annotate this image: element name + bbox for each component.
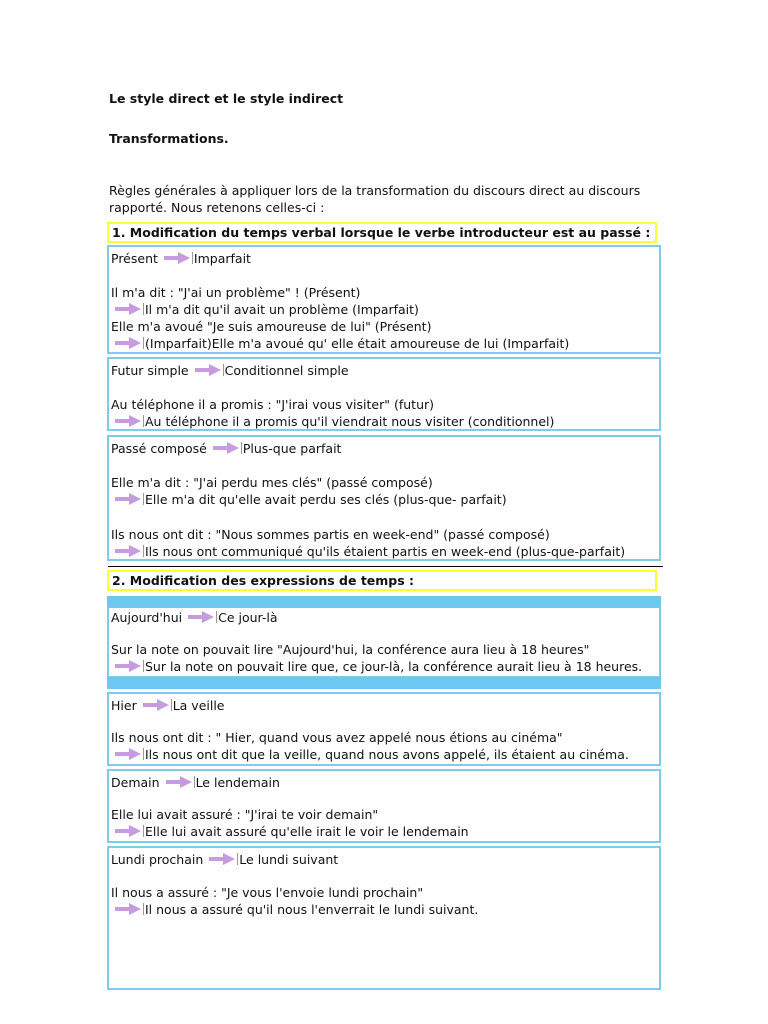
example-indirect — [115, 658, 642, 675]
page-title: Le style direct et le style indirect — [109, 91, 344, 106]
example-indirect — [115, 823, 469, 840]
example-direct: Sur la note on pouvait lire "Aujourd'hui, la conférence aura lieu à 18 heures" — [111, 642, 590, 657]
tick-mark — [194, 776, 195, 788]
rule-from: Présent — [111, 251, 158, 266]
tick-mark — [143, 337, 144, 349]
rule-to: La veille — [172, 698, 225, 713]
divider — [108, 566, 663, 567]
rule-to: Imparfait — [193, 251, 251, 266]
arrow-icon — [213, 442, 239, 454]
arrow-icon — [209, 853, 235, 865]
tick-mark — [143, 903, 144, 915]
rule-to: Conditionnel simple — [224, 363, 349, 378]
rule-box-passe-compose — [107, 435, 661, 561]
rule-box-futur — [107, 357, 661, 431]
rule-from: Hier — [111, 698, 137, 713]
rule-from: Passé composé — [111, 441, 207, 456]
example-indirect-text: Ils nous ont communiqué qu'ils étaient partis en week-end (plus-que-parfait) — [145, 544, 626, 559]
example-indirect — [115, 543, 625, 560]
rule-box-demain — [107, 769, 661, 843]
arrow-icon — [166, 776, 192, 788]
rule-from: Futur simple — [111, 363, 189, 378]
tick-mark — [143, 303, 144, 315]
tick-mark — [216, 611, 217, 623]
rule-from: Demain — [111, 775, 160, 790]
rule-box-lundi — [107, 846, 661, 990]
rule-to: Le lendemain — [195, 775, 280, 790]
arrow-icon — [188, 611, 214, 623]
rule-line — [111, 609, 278, 626]
arrow-icon — [115, 748, 141, 760]
arrow-icon — [115, 660, 141, 672]
example-indirect-text: Il m'a dit qu'il avait un problème (Imparfait) — [145, 302, 419, 317]
rule-from: Aujourd'hui — [111, 610, 183, 625]
example-indirect-text: Sur la note on pouvait lire que, ce jour-là, la conférence aurait lieu à 18 heures. — [145, 659, 643, 674]
example-direct: Ils nous ont dit : "Nous sommes partis en week-end" (passé composé) — [111, 527, 550, 542]
example-indirect-text: Ils nous ont dit que la veille, quand nous avons appelé, ils étaient au cinéma. — [145, 747, 629, 762]
rule-box-aujourdhui — [107, 606, 661, 678]
example-direct: Ils nous ont dit : " Hier, quand vous avez appelé nous étions au cinéma" — [111, 730, 563, 745]
tick-mark — [223, 364, 224, 376]
rule-to: Ce jour-là — [218, 610, 278, 625]
example-indirect-text: Elle m'a dit qu'elle avait perdu ses clés (plus-que- parfait) — [145, 492, 507, 507]
rule-box-present — [107, 245, 661, 354]
arrow-icon — [115, 903, 141, 915]
tick-mark — [143, 545, 144, 557]
example-indirect — [115, 335, 569, 352]
example-direct: Elle m'a avoué "Je suis amoureuse de lui" (Présent) — [111, 319, 432, 334]
section2-heading: 2. Modification des expressions de temps : — [107, 570, 657, 591]
arrow-icon — [143, 699, 169, 711]
tick-mark — [143, 825, 144, 837]
example-indirect-text: Elle lui avait assuré qu'elle irait le voir le lendemain — [145, 824, 469, 839]
tick-mark — [241, 442, 242, 454]
arrow-icon — [115, 337, 141, 349]
tick-mark — [143, 748, 144, 760]
example-indirect-text: Il nous a assuré qu'il nous l'enverrait le lundi suivant. — [145, 902, 479, 917]
section1-heading: 1. Modification du temps verbal lorsque le verbe introducteur est au passé : — [107, 222, 657, 243]
rule-to: Le lundi suivant — [239, 852, 339, 867]
example-direct: Elle m'a dit : "J'ai perdu mes clés" (passé composé) — [111, 475, 433, 490]
example-indirect — [115, 413, 554, 430]
intro-paragraph: Règles générales à appliquer lors de la transformation du discours direct au discours rapporté. Nous retenons celles-ci : — [109, 183, 641, 215]
arrow-icon — [115, 415, 141, 427]
example-indirect — [115, 746, 629, 763]
blue-separator — [107, 677, 661, 689]
example-direct: Il nous a assuré : "Je vous l'envoie lundi prochain" — [111, 885, 424, 900]
arrow-icon — [115, 825, 141, 837]
tick-mark — [143, 415, 144, 427]
tick-mark — [171, 699, 172, 711]
arrow-icon — [115, 545, 141, 557]
example-indirect-text: Au téléphone il a promis qu'il viendrait nous visiter (conditionnel) — [145, 414, 555, 429]
tick-mark — [192, 252, 193, 264]
rule-line — [111, 774, 280, 791]
arrow-icon — [115, 493, 141, 505]
tick-mark — [143, 493, 144, 505]
example-indirect-text: (Imparfait)Elle m'a avoué qu' elle était amoureuse de lui (Imparfait) — [145, 336, 570, 351]
arrow-icon — [115, 303, 141, 315]
example-indirect — [115, 901, 478, 918]
example-direct: Elle lui avait assuré : "J'irai te voir demain" — [111, 807, 379, 822]
page-subtitle: Transformations. — [109, 131, 229, 146]
arrow-icon — [195, 364, 221, 376]
rule-to: Plus-que parfait — [242, 441, 342, 456]
rule-line — [111, 851, 338, 868]
rule-line — [111, 697, 225, 714]
example-direct: Il m'a dit : "J'ai un problème" ! (Présent) — [111, 285, 361, 300]
tick-mark — [143, 660, 144, 672]
example-indirect — [115, 491, 507, 508]
rule-line — [111, 440, 341, 457]
arrow-icon — [164, 252, 190, 264]
example-indirect — [115, 301, 419, 318]
rule-from: Lundi prochain — [111, 852, 204, 867]
example-direct: Au téléphone il a promis : "J'irai vous visiter" (futur) — [111, 397, 435, 412]
rule-box-hier — [107, 692, 661, 766]
rule-line — [111, 250, 251, 267]
rule-line — [111, 362, 349, 379]
